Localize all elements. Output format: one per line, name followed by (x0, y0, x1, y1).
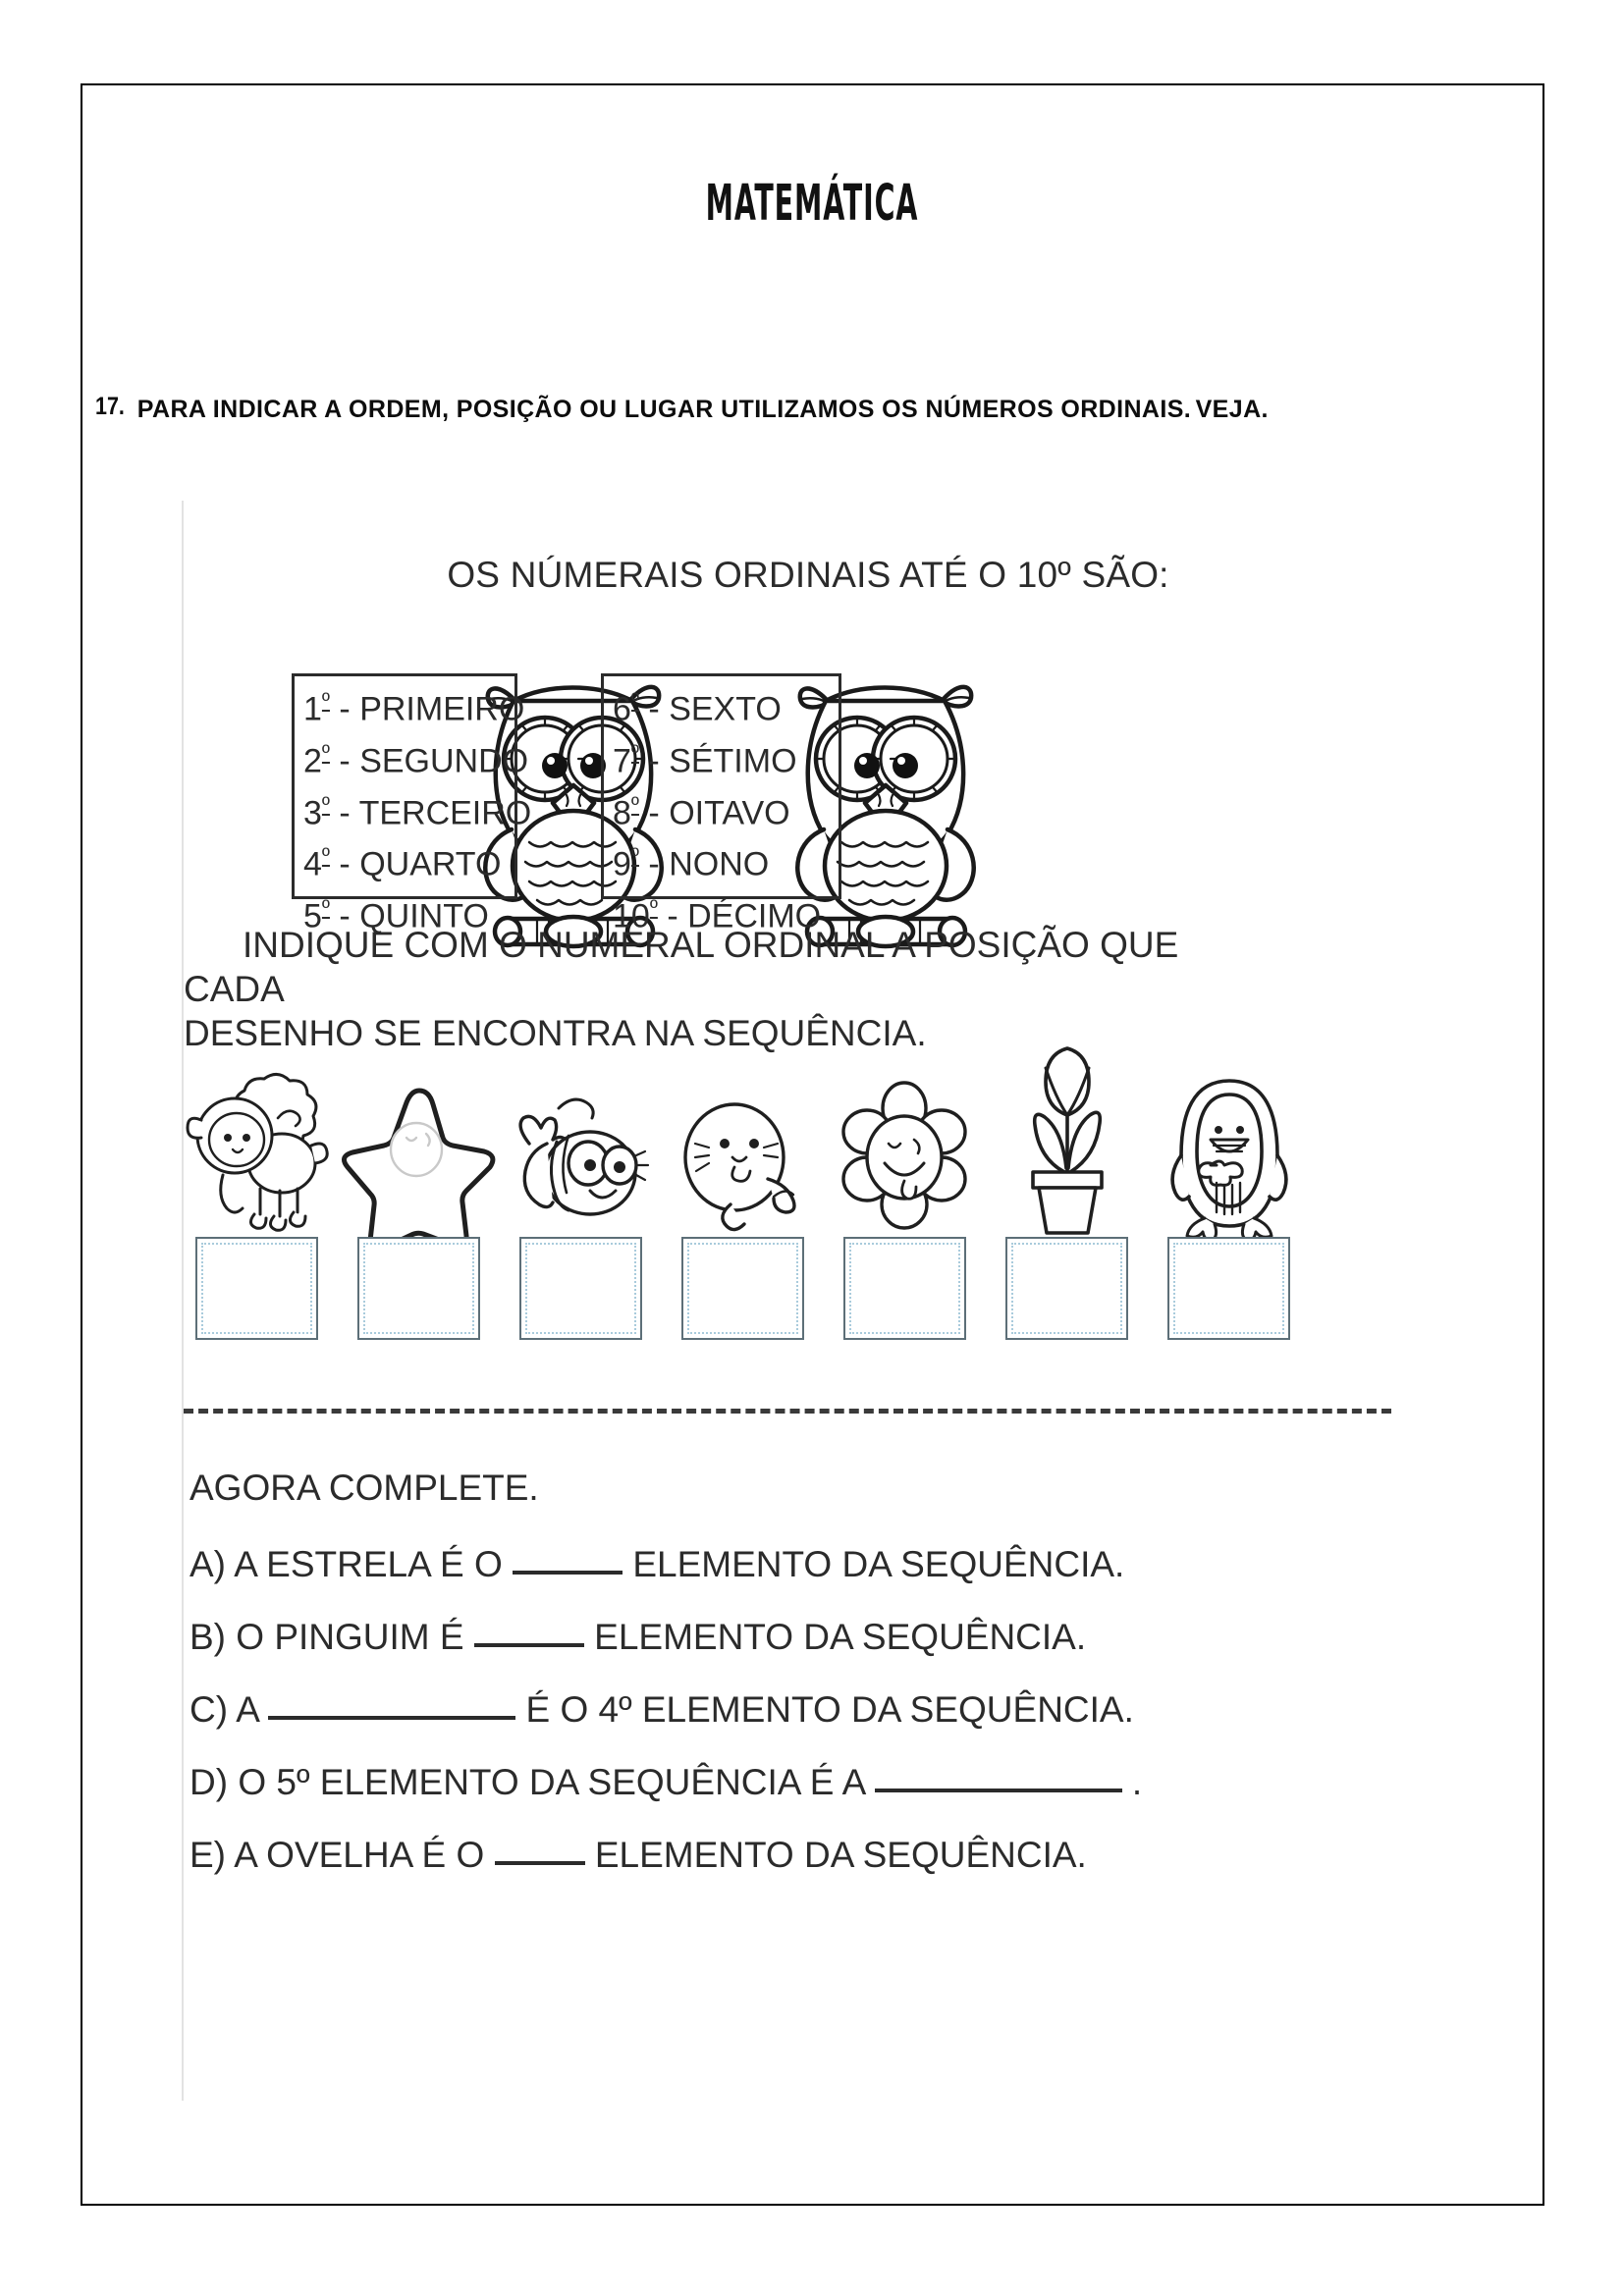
question-number: 17. (95, 393, 125, 420)
ordinal-superscript: º (630, 739, 639, 765)
sequence-item (184, 1016, 331, 1340)
item-text-before: A (236, 1689, 269, 1730)
ordinal-word: NONO (669, 845, 770, 883)
ordinal-number: 9 (613, 845, 631, 883)
sequence-instruction-line2: DESENHO SE ENCONTRA NA SEQUÊNCIA. (184, 1013, 927, 1054)
answer-blank[interactable] (268, 1716, 515, 1720)
item-text-after: É O 4º ELEMENTO DA SEQUÊNCIA. (525, 1689, 1134, 1730)
sequence-row (184, 1016, 1411, 1399)
ordinal-separator: - (329, 897, 360, 935)
item-text-after: ELEMENTO DA SEQUÊNCIA. (594, 1835, 1087, 1875)
question-17 (95, 393, 1470, 426)
sequence-item (670, 1016, 817, 1340)
star-icon (346, 1073, 493, 1250)
answer-blank[interactable] (875, 1789, 1122, 1792)
ordinals-list-right (613, 679, 821, 938)
ordinal-separator: - (657, 897, 688, 935)
ordinal-superscript: º (321, 739, 330, 765)
item-label: E) (189, 1835, 235, 1875)
item-label: D) (189, 1762, 239, 1802)
ordinal-separator: - (638, 793, 670, 831)
answer-blank[interactable] (474, 1643, 584, 1647)
ordinal-number: 5 (303, 897, 322, 935)
fill-in-item-e (189, 1835, 1087, 1876)
answer-box[interactable] (681, 1237, 804, 1340)
question-text-line1: PARA INDICAR A ORDEM, POSIÇÃO OU LUGAR UTILIZAMOS OS NÚMEROS ORDINAIS. (136, 396, 1192, 423)
ordinal-word: DÉCIMO (687, 897, 822, 935)
ordinal-superscript: º (630, 843, 639, 869)
sequence-item (994, 1016, 1141, 1340)
ordinal-word: SEXTO (669, 690, 782, 728)
sequence-item (346, 1016, 493, 1340)
item-label: A) (189, 1544, 235, 1584)
seal-icon (670, 1073, 817, 1250)
item-text-before: O PINGUIM É (236, 1617, 474, 1657)
question-text-line2: VEJA. (1195, 396, 1269, 423)
ordinal-superscript: º (321, 688, 330, 713)
answer-box[interactable] (843, 1237, 966, 1340)
ordinal-word: QUINTO (359, 897, 489, 935)
ordinals-heading: OS NÚMERAIS ORDINAIS ATÉ O 10º SÃO: (447, 555, 1169, 595)
ordinal-separator: - (638, 742, 670, 780)
ordinal-word: SÉTIMO (669, 742, 797, 780)
item-text-before: A OVELHA É O (234, 1835, 495, 1875)
ordinal-number: 10 (613, 897, 650, 935)
answer-box[interactable] (519, 1237, 642, 1340)
fill-in-item-b (189, 1617, 1086, 1658)
item-label: B) (189, 1617, 237, 1657)
sequence-item (832, 1016, 979, 1340)
sequence-item (1156, 1016, 1303, 1340)
ordinal-word: SEGUNDO (359, 742, 529, 780)
ordinal-separator: - (638, 845, 670, 883)
ordinal-separator: - (329, 845, 360, 883)
fish-icon (508, 1073, 655, 1250)
ordinal-word: OITAVO (669, 793, 790, 831)
ordinal-superscript: º (649, 895, 658, 921)
ordinal-superscript: º (321, 791, 330, 817)
embedded-worksheet (182, 501, 1468, 2101)
ordinal-number: 8 (613, 793, 631, 831)
ordinal-word: PRIMEIRO (359, 690, 525, 728)
answer-box[interactable] (1005, 1237, 1128, 1340)
potted-tulip-icon (994, 1039, 1141, 1250)
ordinal-word: TERCEIRO (358, 793, 532, 831)
ordinal-number: 3 (303, 793, 322, 831)
ordinal-number: 7 (613, 742, 631, 780)
flower-icon (832, 1073, 979, 1250)
ordinal-number: 4 (303, 845, 322, 883)
ordinal-separator: - (329, 690, 360, 728)
answer-blank[interactable] (513, 1571, 623, 1575)
complete-heading: AGORA COMPLETE. (189, 1468, 539, 1508)
ordinal-separator: - (638, 690, 670, 728)
item-label: C) (189, 1689, 237, 1730)
ordinal-number: 1 (303, 690, 322, 728)
fill-in-item-a (189, 1544, 1124, 1585)
penguin-icon (1156, 1073, 1303, 1250)
ordinal-number: 2 (303, 742, 322, 780)
ordinal-number: 6 (613, 690, 631, 728)
ordinal-superscript: º (630, 791, 639, 817)
ordinal-superscript: º (321, 843, 330, 869)
ordinal-separator: - (329, 742, 360, 780)
item-text-before: O 5º ELEMENTO DA SEQUÊNCIA É A (238, 1762, 875, 1802)
ordinal-superscript: º (630, 688, 639, 713)
item-text-after: ELEMENTO DA SEQUÊNCIA. (594, 1617, 1087, 1657)
answer-blank[interactable] (495, 1861, 585, 1865)
ordinal-separator: - (329, 793, 359, 831)
ordinal-word: QUARTO (359, 845, 502, 883)
item-text-after: . (1131, 1762, 1143, 1802)
ordinal-superscript: º (321, 895, 330, 921)
sequence-instruction-line1: INDIQUE COM O NUMERAL ORDINAL A POSIÇÃO QUE CADA (184, 925, 1179, 1010)
sequence-item (508, 1016, 655, 1340)
answer-box[interactable] (357, 1237, 480, 1340)
dashed-separator (184, 1409, 1391, 1414)
item-text-after: ELEMENTO DA SEQUÊNCIA. (632, 1544, 1125, 1584)
item-text-before: A ESTRELA É O (234, 1544, 514, 1584)
answer-box[interactable] (1167, 1237, 1290, 1340)
fill-in-item-c (189, 1689, 1134, 1731)
sheep-icon (184, 1073, 331, 1250)
fill-in-item-d (189, 1762, 1142, 1803)
answer-box[interactable] (195, 1237, 318, 1340)
ordinals-list-left (303, 679, 531, 938)
page-title: MATEMÁTICA (705, 175, 919, 233)
